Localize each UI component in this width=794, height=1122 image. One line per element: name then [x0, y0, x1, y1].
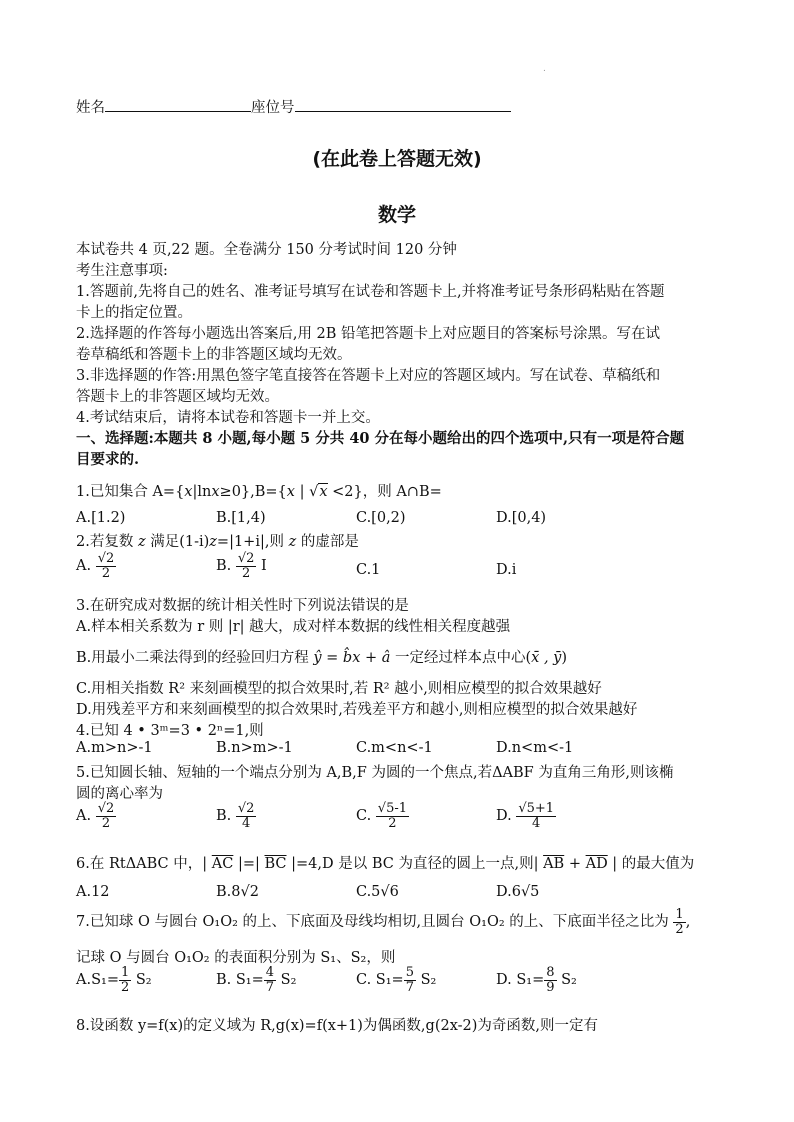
q2-stem: 2.若复数 z 满足(1-i)z=|1+i|,则 z 的虚部是	[76, 534, 359, 550]
notice-title: 考生注意事项:	[76, 263, 168, 279]
q3-stem: 3.在研究成对数据的统计相关性时下列说法错误的是	[76, 598, 409, 614]
seat-label: 座位号	[251, 100, 295, 116]
q7-stem-cont: 记球 O 与圆台 O₁O₂ 的表面积分别为 S₁、S₂，则	[76, 950, 396, 966]
q1-stem: 1.已知集合 A={x|lnx≥0},B={x | √x <2}，则 A∩B=	[76, 484, 442, 500]
intro-text: 本试卷共 4 页,22 题。全卷满分 150 分考试时间 120 分钟	[76, 242, 457, 258]
q5-option-d: D. $\frac{√5+1}{4}$	[496, 801, 555, 831]
q5-option-a: A. $\frac{√2}{2}$	[76, 801, 115, 831]
section-heading-cont: 目要求的.	[76, 451, 140, 468]
q5-option-b: B. $\frac{√2}{4}$	[216, 801, 255, 831]
q7-option-a: A.S₁= $\frac{1}{2}$ S₂	[76, 965, 152, 995]
q4-option-c: C.m<n<-1	[356, 740, 433, 756]
q1-option-b: B.[1,4)	[216, 510, 266, 526]
q8-stem: 8.设函数 y=f(x)的定义域为 R,g(x)=f(x+1)为偶函数,g(2x-2)为奇函数,则一定有	[76, 1018, 599, 1034]
q6-option-b: B.8√2	[216, 884, 259, 900]
invalid-notice: (在此卷上答题无效)	[312, 148, 482, 170]
notice-line: 答题卡上的非答题区域均无效。	[76, 389, 279, 405]
q6-stem: 6.在 RtΔABC 中，| $\overline{AC}$ |=| $\overline{BC}$ |=4,D 是以 BC 为直径的圆上一点,则| $\overline{AB} + \overline{AD}$ | 的最大值为	[76, 856, 695, 872]
q2-option-a: A. $\frac{√2}{2}$	[76, 551, 115, 581]
q2-option-c: C.1	[356, 562, 381, 578]
q6-option-a: A.12	[76, 884, 110, 900]
notice-line: 1.答题前,先将自己的姓名、准考证号填写在试卷和答题卡上,并将准考证号条形码粘贴在答题	[76, 284, 665, 300]
q2-option-d: D.i	[496, 562, 517, 578]
q7-option-b: B. S₁= $\frac{4}{7}$ S₂	[216, 965, 297, 995]
notice-line: 卡上的指定位置。	[76, 305, 192, 321]
name-blank[interactable]	[105, 97, 251, 112]
q3-option-d: D.用残差平方和来刻画模型的拟合效果时,若残差平方和越小,则相应模型的拟合效果越好	[76, 702, 638, 718]
notice-line: 2.选择题的作答每小题选出答案后,用 2B 铅笔把答题卡上对应题目的答案标号涂黑。写在试	[76, 326, 661, 342]
section-heading: 一、选择题:本题共 8 小题,每小题 5 分共 40 分在每小题给出的四个选项中,只有一项是符合题	[76, 430, 685, 447]
q4-option-a: A.m>n>-1	[76, 740, 153, 756]
q7-option-c: C. S₁= $\frac{5}{7}$ S₂	[356, 965, 437, 995]
q3-option-b: B.用最小二乘法得到的经验回归方程 ŷ = b̂x + â 一定经过样本点中心(x̄ , ȳ)	[76, 650, 568, 666]
q1-option-d: D.[0,4)	[496, 510, 547, 526]
scan-dot: .	[543, 64, 546, 74]
q3-option-a: A.样本相关系数为 r 则 |r| 越大，成对样本数据的线性相关程度越强	[76, 619, 511, 635]
q4-option-b: B.n>m>-1	[216, 740, 293, 756]
q4-stem: 4.已知 4 • 3ᵐ=3 • 2ⁿ=1,则	[76, 723, 264, 739]
notice-line: 卷草稿纸和答题卡上的非答题区域均无效。	[76, 347, 352, 363]
q3-option-c: C.用相关指数 R² 来刻画模型的拟合效果时,若 R² 越小,则相应模型的拟合效果越好	[76, 681, 602, 697]
subject-title: 数学	[377, 204, 416, 226]
q6-option-d: D.6√5	[496, 884, 540, 900]
header-row	[76, 96, 511, 117]
q7-option-d: D. S₁= $\frac{8}{9}$ S₂	[496, 965, 577, 995]
notice-line: 4.考试结束后，请将本试卷和答题卡一并上交。	[76, 410, 380, 426]
q5-option-c: C. $\frac{√5-1}{2}$	[356, 801, 408, 831]
notice-line: 3.非选择题的作答:用黑色签字笔直接答在答题卡上对应的答题区域内。写在试卷、草稿纸和	[76, 368, 661, 384]
seat-blank[interactable]	[295, 97, 511, 112]
q5-stem-cont: 圆的离心率为	[76, 786, 163, 802]
q2-option-b: B. $\frac{√2}{2}$ I	[216, 551, 267, 581]
q5-stem: 5.已知圆长轴、短轴的一个端点分别为 A,B,F 为圆的一个焦点,若ΔABF 为直角三角形,则该椭	[76, 765, 674, 781]
q7-stem: 7.已知球 O 与圆台 O₁O₂ 的上、下底面及母线均相切,且圆台 O₁O₂ 的上、下底面半径之比为 $\frac{1}{2}$ ,	[76, 907, 691, 937]
q1-option-a: A.[1.2)	[76, 510, 126, 526]
q1-option-c: C.[0,2)	[356, 510, 406, 526]
q4-option-d: D.n<m<-1	[496, 740, 574, 756]
q6-option-c: C.5√6	[356, 884, 399, 900]
name-label: 姓名	[76, 100, 105, 116]
